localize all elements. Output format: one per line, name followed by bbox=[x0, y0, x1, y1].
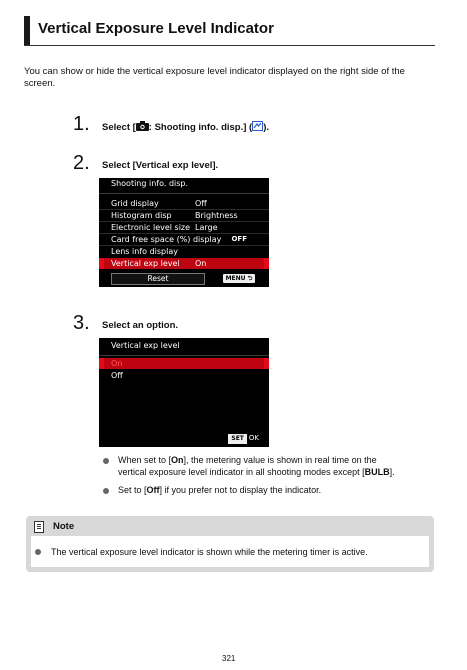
ok-label: OK bbox=[248, 434, 259, 442]
menu-row-card-free-space[interactable] bbox=[99, 234, 269, 245]
bullet-dot bbox=[35, 549, 41, 555]
heading-rule bbox=[24, 45, 435, 46]
menu-row-electronic-level[interactable] bbox=[99, 222, 269, 233]
shooting-info-menu-screen bbox=[99, 178, 269, 287]
step-1-number: 1. bbox=[73, 113, 90, 135]
menu-back-button[interactable]: MENU ⮌ bbox=[223, 274, 255, 283]
note-icon bbox=[34, 521, 44, 533]
selection-cap-right bbox=[264, 258, 269, 269]
menu-row-grid-display[interactable] bbox=[99, 198, 269, 209]
text: ]. bbox=[389, 467, 395, 477]
note-text: The vertical exposure level indicator is shown while the metering timer is active. bbox=[51, 547, 368, 557]
text: vertical exposure level indicator in all shooting modes except [ bbox=[118, 467, 365, 477]
row-label: Lens info display bbox=[111, 247, 178, 256]
option-on[interactable] bbox=[99, 358, 269, 369]
menu-row-histogram[interactable] bbox=[99, 210, 269, 221]
selection-cap-right bbox=[264, 358, 269, 369]
text: ] if you prefer not to display the indicator. bbox=[159, 485, 322, 495]
row-label: Histogram disp bbox=[111, 211, 172, 220]
selection-cap-left bbox=[99, 258, 104, 269]
row-label: Card free space (%) display bbox=[111, 235, 222, 244]
bullet-dot bbox=[103, 458, 109, 464]
page-number: 321 bbox=[222, 654, 236, 663]
text: Set to [ bbox=[118, 485, 147, 495]
option-label: Off bbox=[111, 371, 123, 380]
option-off[interactable] bbox=[99, 370, 269, 381]
set-key: SET bbox=[228, 434, 247, 444]
bullet-dot bbox=[103, 488, 109, 494]
bullet-off-description bbox=[118, 484, 438, 496]
note-title: Note bbox=[53, 521, 75, 532]
row-value: Off bbox=[195, 199, 207, 208]
selection-cap-left bbox=[99, 358, 104, 369]
row-value: Brightness bbox=[195, 211, 238, 220]
menu-header-rule bbox=[99, 193, 269, 194]
step-3-text: Select an option. bbox=[102, 320, 179, 331]
emphasis: On bbox=[171, 455, 184, 465]
row-label: Grid display bbox=[111, 199, 159, 208]
menu-row-lens-info[interactable] bbox=[99, 246, 269, 257]
step-3-number: 3. bbox=[73, 312, 90, 334]
text: When set to [ bbox=[118, 455, 172, 465]
heading-accent-bar bbox=[24, 16, 30, 46]
bullet-1-line-2 bbox=[118, 466, 438, 478]
option-label: On bbox=[111, 359, 123, 368]
camera-icon bbox=[136, 121, 149, 134]
menu-header: Shooting info. disp. bbox=[111, 179, 189, 188]
bullet-1-line-1 bbox=[118, 454, 438, 466]
row-value: OFF bbox=[231, 235, 247, 243]
bullet-on-description bbox=[118, 454, 438, 478]
step-1-text bbox=[102, 121, 269, 134]
reset-button[interactable]: Reset bbox=[111, 273, 205, 285]
option-screen-header: Vertical exp level bbox=[111, 341, 180, 350]
row-value: Large bbox=[195, 223, 218, 232]
step-1-text-after: ). bbox=[263, 122, 270, 133]
step-1-text-middle: : Shooting info. disp.] ( bbox=[148, 122, 253, 133]
text: ], the metering value is shown in real time on the bbox=[183, 455, 377, 465]
set-ok-button[interactable] bbox=[228, 433, 259, 443]
menu-row-vertical-exp-level[interactable] bbox=[99, 258, 269, 269]
row-label: Vertical exp level bbox=[111, 259, 180, 268]
step-1-text-before: Select [ bbox=[102, 122, 136, 133]
step-2-number: 2. bbox=[73, 152, 90, 174]
row-value: On bbox=[195, 259, 207, 268]
emphasis: Off bbox=[146, 485, 160, 495]
vertical-exp-level-screen bbox=[99, 338, 269, 447]
option-screen-header-rule bbox=[99, 355, 269, 356]
step-2-text: Select [Vertical exp level]. bbox=[102, 160, 219, 171]
intro-paragraph: You can show or hide the vertical exposure level indicator displayed on the right side of the screen. bbox=[24, 66, 405, 89]
page-title: Vertical Exposure Level Indicator bbox=[38, 20, 274, 37]
reference-link-icon[interactable] bbox=[252, 121, 263, 134]
emphasis: BULB bbox=[364, 467, 390, 477]
row-label: Electronic level size bbox=[111, 223, 191, 232]
